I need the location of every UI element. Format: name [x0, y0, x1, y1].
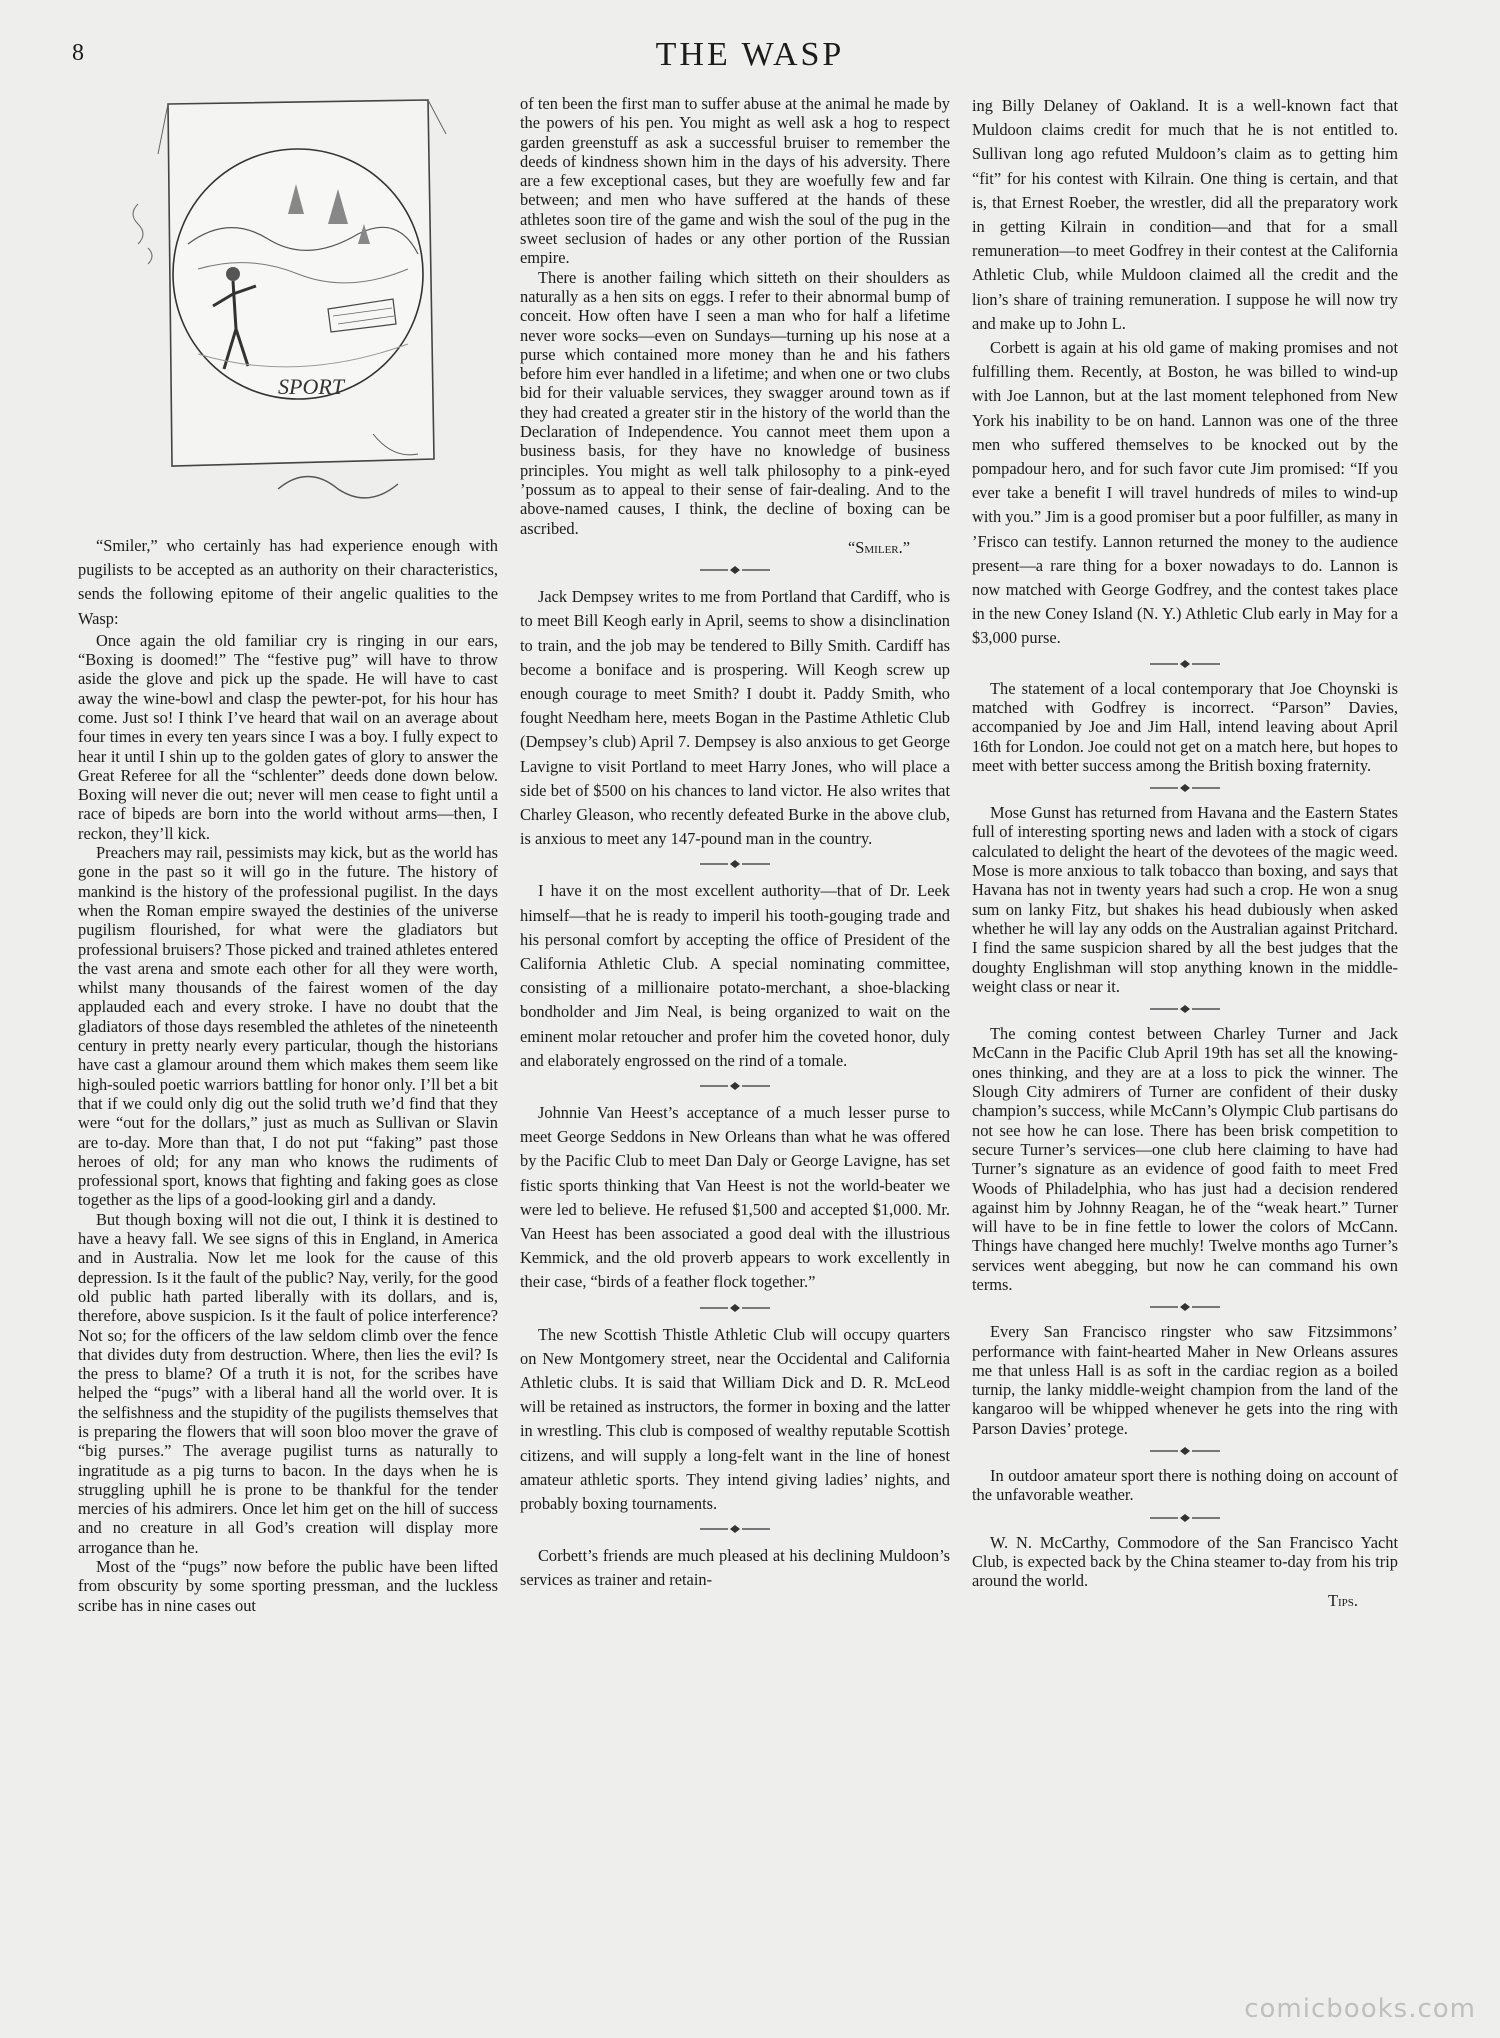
news-item: Jack Dempsey writes to me from Portland that Cardiff, who is to meet Bill Keogh early in April, seems to show a disinclination to train, and the job may be tendered to Billy Smith. Cardiff has become a boniface and is prospering. Will Keogh screw up enough courage to meet Smith? I doubt it. Paddy Smith, who fought Needham here, meets Bogan in the Pastime Athletic Club (Dempsey’s club) April 7. Dempsey is also anxious to get George Lavigne to visit Portland to meet Harry Jones, who will place a side bet of $500 on his chances to land victor. He also writes that Charley Gleason, who recently defeated Burke in the above club, is anxious to meet any 147-pound man in the country. [520, 587, 950, 849]
section-divider [520, 561, 950, 579]
section-divider [972, 1298, 1398, 1316]
news-item: Every San Francisco ringster who saw Fitzsimmons’ performance with faint-hearted Maher in New Orleans assures me that unless Hall is as soft in the cardiac region as a boiled turnip, the lanky middle-weight champion from the land of the kangaroo will be whipped whenever he gets into the ring with Parson Davies’ protege. [972, 1322, 1398, 1438]
sport-vignette [128, 94, 468, 524]
sport-illustration [128, 94, 468, 524]
article-paragraph: Once again the old familiar cry is ringing in our ears, “Boxing is doomed!” The “festive pug” will have to throw aside the glove and pick up the spade. He will have to cast away the wine-bowl and clasp the pewter-pot, for his hour has come. Just so! I think I’ve heard that wail on an average about four times in every ten years since I was a boy. I fully expect to hear it until I shin up to the golden gates of glory to answer the Great Referee for all the “schlenter” deeds done down below. Boxing will never die out; never will men cease to fight until a race of bipeds are born into the world without arms—then, I reckon, they’ll kick. [78, 630, 498, 843]
news-item: The statement of a local contemporary that Joe Choynski is matched with Godfrey is incorrect. “Parson” Davies, accompanied by Joe and Jim Hall, intend leaving about April 16th for London. Joe could not get on a match here, but hopes to meet with better success among the British boxing fraternity. [972, 678, 1398, 775]
watermark: comicbooks.com [1244, 1994, 1476, 2024]
news-item: Johnnie Van Heest’s acceptance of a much lesser purse to meet George Seddons in New Orleans than what he was offered by the Pacific Club to meet Dan Daly or George Lavigne, has set fistic sports thinking that Van Heest is not the world-beater we were led to believe. He refused $1,500 and accepted $1,000. Mr. Van Heest has been associated a good deal with the illustrious Kemmick, and the old proverb appears to work excellently in their case, “birds of a feather flock together.” [520, 1102, 950, 1292]
news-item: The coming contest between Charley Turner and Jack McCann in the Pacific Club April 19th has set all the knowing-ones thinking, and they are at a loss to pick the winner. The Slough City admirers of Turner are confident of their dusky champion’s success, while McCann’s Olympic Club partisans do not see how he can lose. There has been brisk competition to secure Turner’s services—one club here claiming to have had Turner’s signature as an evidence of good faith to meet Fred Woods of Philadelphia, who has just had a decision rendered against him by Johnny Reagan, he of the “weak heart.” Turner will have to be in fine fettle to lower the colors of McCann. Things have changed here muchly! Twelve months ago Turner’s services went abegging, but now he can command his own terms. [972, 1024, 1398, 1294]
news-item: Corbett’s friends are much pleased at his declining Muldoon’s services as trainer and retain- [520, 1546, 950, 1590]
article-paragraph: There is another failing which sitteth on their shoulders as naturally as a hen sits on eggs. I refer to their abnormal bump of conceit. How often have I seen a man who for half a lifetime never wore socks—even on Sundays—turning up his nose at a purse which contained more money than he and his fathers before him ever handled in a lifetime; and when one or two clubs bid for their valuable services, they swagger around town as if they had created a greater stir in the history of the world than the Declaration of Independence. You cannot meet them upon a business basis, for they have no knowledge of business principles. You might as well talk philosophy to a pink-eyed ’possum as to appeal to their sense of fair-dealing. And to the above-named causes, I think, the decline of boxing can be ascribed. [520, 267, 950, 538]
news-item: In outdoor amateur sport there is nothing doing on account of the unfavorable weather. [972, 1466, 1398, 1505]
illustration-label: SPORT [278, 374, 344, 399]
section-divider [972, 655, 1398, 673]
section-divider [520, 1520, 950, 1538]
column-3 [972, 94, 1398, 1610]
article-paragraph: Preachers may rail, pessimists may kick, but as the world has gone in the past so it will go in the future. The history of mankind is the history of the professional pugilist. In the days when the Roman empire swayed the destinies of the universe pugilism flourished, for what were the gladiators but professional bruisers? Those picked and trained athletes entered the vast arena and smote each other for all they were worth, whilst many thousands of the fairest women of the day applauded each and every stroke. I have no doubt that the gladiators of those days resembled the athletes of the nineteenth century in pretty nearly every particular, though the historians have cast a glamour around them which makes them seem like high-souled poetic warriors battling for honor only. I’ll bet a bit that if we could only dig out the solid truth we’d find that they were “out for the dollars,” just as much as Sullivan or Slavin are to-day. More than that, I do not put “faking” past those heroes of old; for any man who knows the rudiments of professional sport, knows that fighting and faking goes as close together as the lips of a good-looking girl and a dandy. [78, 843, 498, 1210]
masthead: THE WASP [655, 36, 845, 73]
article-paragraph: Most of the “pugs” now before the public have been lifted from obscurity by some sporting pressman, and the luckless scribe has in nine cases out [78, 1557, 498, 1615]
section-divider [972, 1000, 1398, 1018]
section-divider [520, 855, 950, 873]
column-1 [78, 94, 498, 1615]
article-paragraph: of ten been the first man to suffer abuse at the animal he made by the powers of his pen. You might as well ask a hog to respect garden greenstuff as ask a successful bruiser to remember the deeds of kindness shown him in the days of his adversity. There are a few exceptional cases, but they are woefully few and far between; and men who have suffered at the hands of these athletes soon tire of the game and wish the soul of the pug in the sweet seclusion of hades or any other portion of the Russian empire. [520, 94, 950, 268]
article-paragraph: But though boxing will not die out, I think it is destined to have a heavy fall. We see signs of this in England, in America and in Australia. Now let me look for the cause of this depression. Is it the fault of the public? Nay, verily, for the good old public hath parted liberally with its dollars, and is, therefore, above suspicion. Is it the fault of police interference? Not so; for the officers of the law seldom climb over the fence that divides duty from destruction. Where, then lies the evil? Is the press to blame? Of a truth it is not, for the scribes have helped the “pugs” with a liberal hand all the world over. It is the selfishness and the stupidity of the pugilists themselves that is preparing the flowers that will soon bloo mover the grave of “big purses.” The average pugilist turns as naturally to ingratitude as a pig turns to bacon. In the days when he is struggling uphill he is prone to be thankful for the tender mercies of his admirers. Once let him get on the hill of success and no creature in all God’s creation will display more arrogance than he. [78, 1209, 498, 1557]
news-item: I have it on the most excellent authority—that of Dr. Leek himself—that he is ready to imperil his tooth-gouging trade and his personal comfort by accepting the office of President of the California Athletic Club. A special nominating committee, consisting of a millionaire potato-merchant, a shoe-blacking bondholder and Jim Neal, is being organized to wait on the eminent molar retoucher and profer him the coveted honor, duly and elaborately engrossed on the rind of a tomale. [520, 881, 950, 1070]
page-number: 8 [72, 40, 84, 66]
section-divider [972, 1509, 1398, 1527]
news-item: Mose Gunst has returned from Havana and the Eastern States full of interesting sporting news and laden with a stock of cigars calculated to delight the heart of the devotees of the magic weed. Mose is more anxious to talk tobacco than boxing, and says that Havana has not in twenty years had such a crop. He won a snug sum on lanky Fitz, but shakes his head dubiously when asked whether he will lay any odds on the Australian against Pritchard. I find the same suspicion shared by all the best judges that the doughty Englishman will stop anything known in the middle-weight class or near it. [972, 803, 1398, 996]
news-item: The new Scottish Thistle Athletic Club will occupy quarters on New Montgomery street, near the Occidental and California Athletic clubs. It is said that William Dick and D. R. McLeod will be retained as instructors, the former in boxing and the latter in wrestling. This club is composed of wealthy reputable Scottish citizens, and will supply a long-felt want in the line of honest amateur athletic sports. They intend giving ladies’ nights, and probably boxing tournaments. [520, 1324, 950, 1514]
section-divider [972, 779, 1398, 797]
section-divider [972, 1442, 1398, 1460]
article-signature: “Smiler.” [848, 537, 910, 557]
news-item: ing Billy Delaney of Oakland. It is a well-known fact that Muldoon claims credit for much that he is not entitled to. Sullivan long ago refuted Muldoon’s claim as to getting him “fit” for his contest with Kilrain. One thing is certain, and that is, that Ernest Roeber, the wrestler, did all the preparatory work in getting Kilrain in condition—and that for a small remuneration—to meet Godfrey in their contest at the California Athletic Club, while Muldoon claimed all the credit and the lion’s share of training remuneration. I suppose he will now try and make up to John L. [972, 96, 1398, 333]
news-item: W. N. McCarthy, Commodore of the San Francisco Yacht Club, is expected back by the China steamer to-day from his trip around the world. [972, 1532, 1398, 1591]
news-item: Corbett is again at his old game of making promises and not fulfilling them. Recently, at Boston, he was billed to wind-up with Joe Lannon, but at the last moment telephoned from New York his inability to be on hand. Lannon was one of the three men who suffered themselves to be knocked out by the pompadour hero, and for such favor cute Jim promised: “If you ever take a benefit I will travel hundreds of miles to wind-up with you.” Jim is a good promiser but a poor fulfiller, as many in ’Frisco can testify. Lannon returned the money to the audience present—a rare thing for a boxer nowadays to do. Lannon is now matched with George Godfrey, and the contest takes place in the new Coney Island (N. Y.) Athletic Club early in May for a $3,000 purse. [972, 338, 1398, 648]
column-signature: Tips. [1327, 1590, 1358, 1610]
column-2 [520, 94, 950, 1593]
section-divider [520, 1077, 950, 1095]
article-intro: “Smiler,” who certainly has had experience enough with pugilists to be accepted as an authority on their characteristics, sends the following epitome of their angelic qualities to the Wasp: [78, 536, 498, 628]
section-divider [520, 1299, 950, 1317]
